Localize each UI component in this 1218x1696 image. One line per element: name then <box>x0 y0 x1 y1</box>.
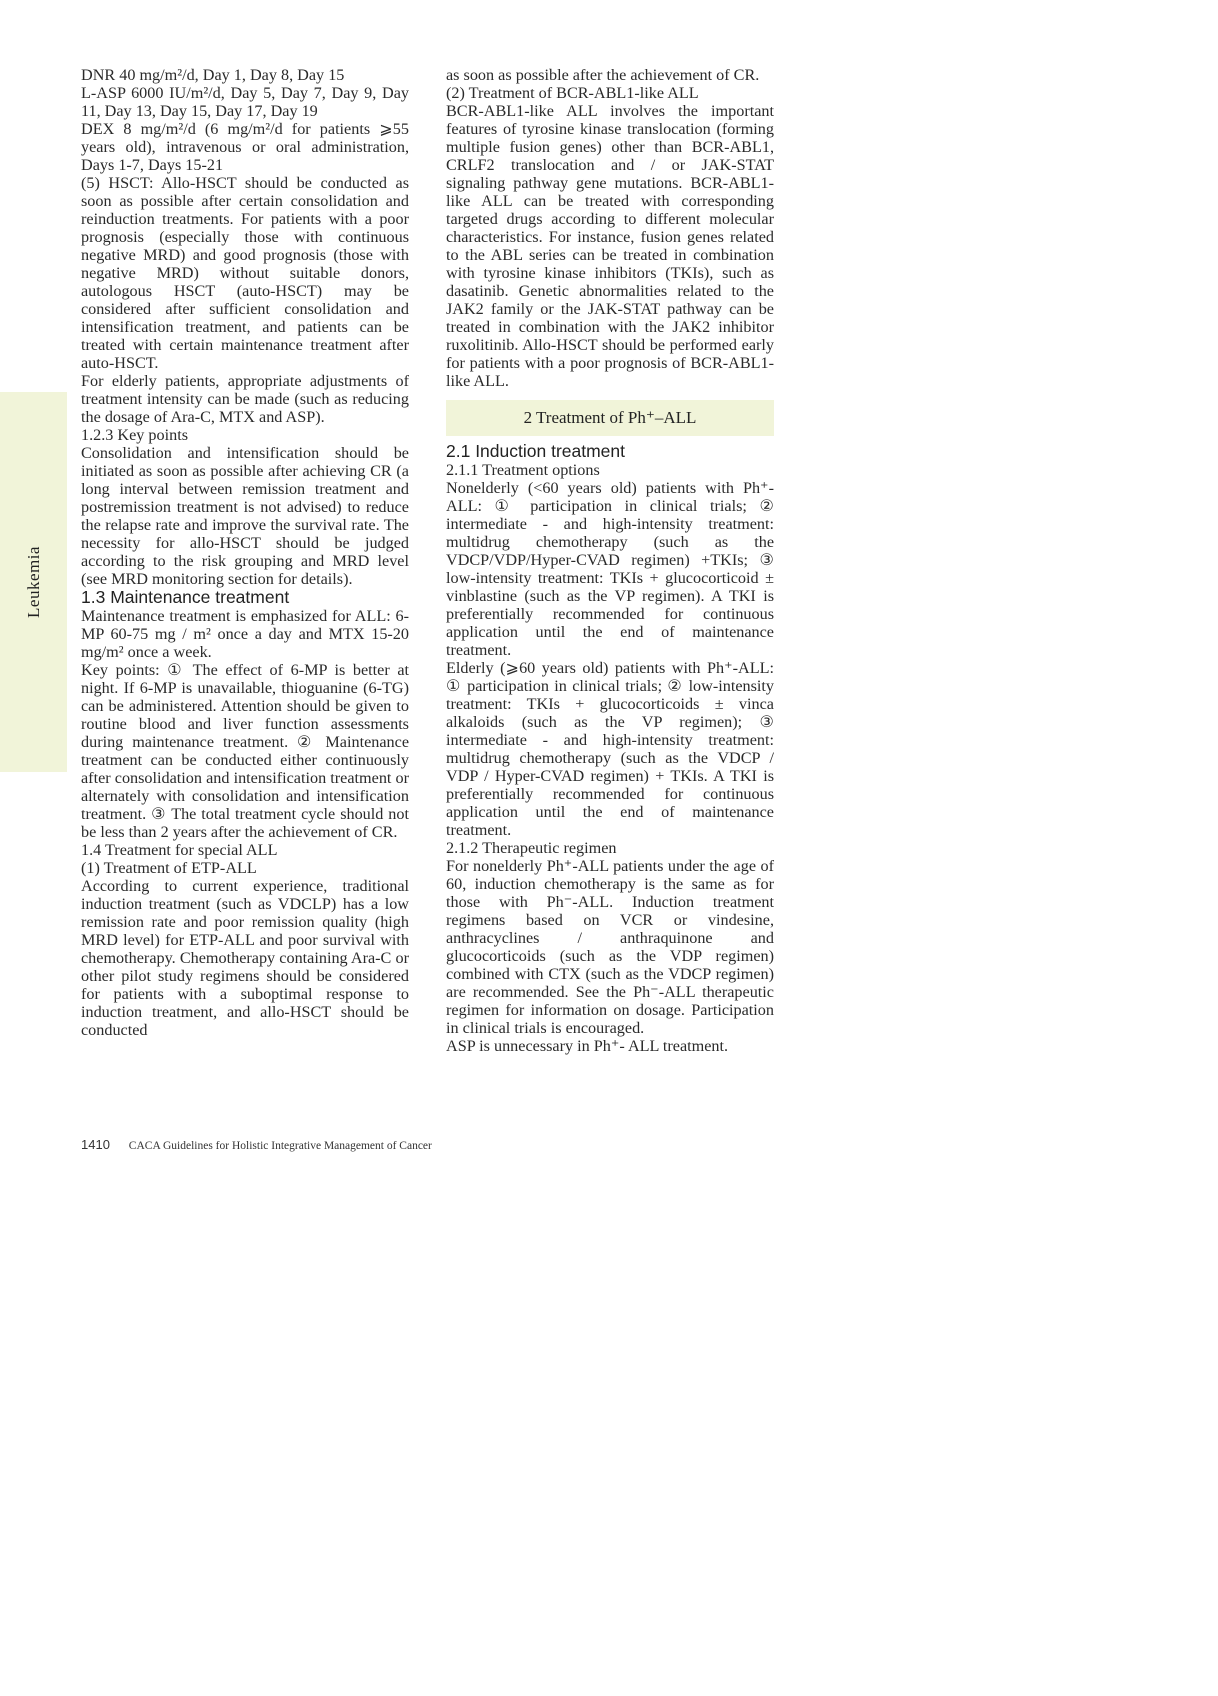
section-heading: 1.3 Maintenance treatment <box>81 587 290 607</box>
subsection-heading: (1) Treatment of ETP-ALL <box>81 859 257 877</box>
paragraph: Elderly (⩾60 years old) patients with Ph⁺-ALL: ① participation in clinical trials; ② low-intensity treatment: TKIs + glucocorticoids ± vinca alkaloids (such as the VP regimen); ③ intermediate - and high-intensity treatment: multidrug chemotherapy (such as the VDCP / VDP / Hyper-CVAD regimen) + TKIs. A TKI is preferentially recommended for continuous application until the end of maintenance treatment. <box>446 659 774 839</box>
section-heading-box: 2 Treatment of Ph⁺–ALL <box>446 400 774 436</box>
paragraph: Nonelderly (<60 years old) patients with Ph⁺-ALL: ① participation in clinical trials; ② intermediate - and high-intensity treatment: multidrug chemotherapy (such as the VDCP/VDP/Hyper-CVAD regimen) +TKIs; ③ low-intensity treatment: TKIs + glucocorticoid ± vinblastine (such as the VP regimen). A TKI is preferentially recommended for continuous application until the end of maintenance treatment. <box>446 479 774 659</box>
side-tab-label: Leukemia <box>23 546 43 618</box>
journal-title: CACA Guidelines for Holistic Integrative Management of Cancer <box>128 1140 432 1152</box>
paragraph: Maintenance treatment is emphasized for ALL: 6-MP 60-75 mg / m² once a day and MTX 15-20 mg/m² once a week. <box>81 607 409 661</box>
subsection-heading: 1.4 Treatment for special ALL <box>81 841 278 859</box>
paragraph: For elderly patients, appropriate adjustments of treatment intensity can be made (such as reducing the dosage of Ara-C, MTX and ASP). <box>81 372 409 426</box>
paragraph: (5) HSCT: Allo-HSCT should be conducted as soon as possible after certain consolidation and reinduction treatments. For patients with a poor prognosis (especially those with continuous negative MRD) and good prognosis (those with negative MRD) without suitable donors, autologous HSCT (auto-HSCT) may be considered after sufficient consolidation and intensification treatment, and patients can be treated with certain maintenance treatment after auto-HSCT. <box>81 174 409 372</box>
subsection-heading: 2.1.1 Treatment options <box>446 461 600 479</box>
paragraph: DNR 40 mg/m²/d, Day 1, Day 8, Day 15 <box>81 66 345 84</box>
subsection-heading: 2.1.2 Therapeutic regimen <box>446 839 617 857</box>
left-column <box>81 66 409 1039</box>
page-footer <box>81 1137 432 1152</box>
paragraph: DEX 8 mg/m²/d (6 mg/m²/d for patients ⩾55 years old), intravenous or oral administration, Days 1-7, Days 15-21 <box>81 120 409 174</box>
subsection-heading: 1.2.3 Key points <box>81 426 189 444</box>
page-number: 1410 <box>81 1137 110 1152</box>
paragraph: For nonelderly Ph⁺-ALL patients under the age of 60, induction chemotherapy is the same as for those with Ph⁻-ALL. Induction treatment regimens based on VCR or vindesine, anthracyclines / anthraquinone and glucocorticoids (such as the VDP regimen) combined with CTX (such as the VDCP regimen) are recommended. See the Ph⁻-ALL therapeutic regimen for information on dosage. Participation in clinical trials is encouraged. <box>446 857 774 1037</box>
paragraph: Consolidation and intensification should be initiated as soon as possible after achieving CR (a long interval between remission treatment and postremission treatment is not advised) to reduce the relapse rate and improve the survival rate. The necessity for allo-HSCT should be judged according to the risk grouping and MRD level (see MRD monitoring section for details). <box>81 444 409 588</box>
paragraph: as soon as possible after the achievement of CR. <box>446 66 760 84</box>
paragraph: L-ASP 6000 IU/m²/d, Day 5, Day 7, Day 9, Day 11, Day 13, Day 15, Day 17, Day 19 <box>81 84 409 120</box>
paragraph: ASP is unnecessary in Ph⁺- ALL treatment. <box>446 1037 729 1055</box>
paragraph: Key points: ① The effect of 6-MP is better at night. If 6-MP is unavailable, thioguanine (6-TG) can be administered. Attention should be given to routine blood and liver function assessments during maintenance treatment. ② Maintenance treatment can be conducted either continuously after consolidation and intensification treatment or alternately with consolidation and intensification treatment. ③ The total treatment cycle should not be less than 2 years after the achievement of CR. <box>81 661 409 841</box>
paragraph: BCR-ABL1-like ALL involves the important features of tyrosine kinase translocation (forming multiple fusion genes) other than BCR-ABL1, CRLF2 translocation and / or JAK-STAT signaling pathway gene mutations. BCR-ABL1-like ALL can be treated with corresponding targeted drugs according to different molecular characteristics. For instance, fusion genes related to the ABL series can be treated in combination with tyrosine kinase inhibitors (TKIs), such as dasatinib. Genetic abnormalities related to the JAK2 family or the JAK-STAT pathway can be treated in combination with the JAK2 inhibitor ruxolitinib. Allo-HSCT should be performed early for patients with a poor prognosis of BCR-ABL1-like ALL. <box>446 102 774 390</box>
section-side-tab <box>0 392 67 772</box>
right-column <box>446 66 774 1055</box>
paragraph: According to current experience, traditional induction treatment (such as VDCLP) has a low remission rate and poor remission quality (high MRD level) for ETP-ALL and poor survival with chemotherapy. Chemotherapy containing Ara-C or other pilot study regimens should be considered for patients with a suboptimal response to induction treatment, and allo-HSCT should be conducted <box>81 877 409 1039</box>
subsection-heading: (2) Treatment of BCR-ABL1-like ALL <box>446 84 699 102</box>
section-heading: 2.1 Induction treatment <box>446 441 625 461</box>
